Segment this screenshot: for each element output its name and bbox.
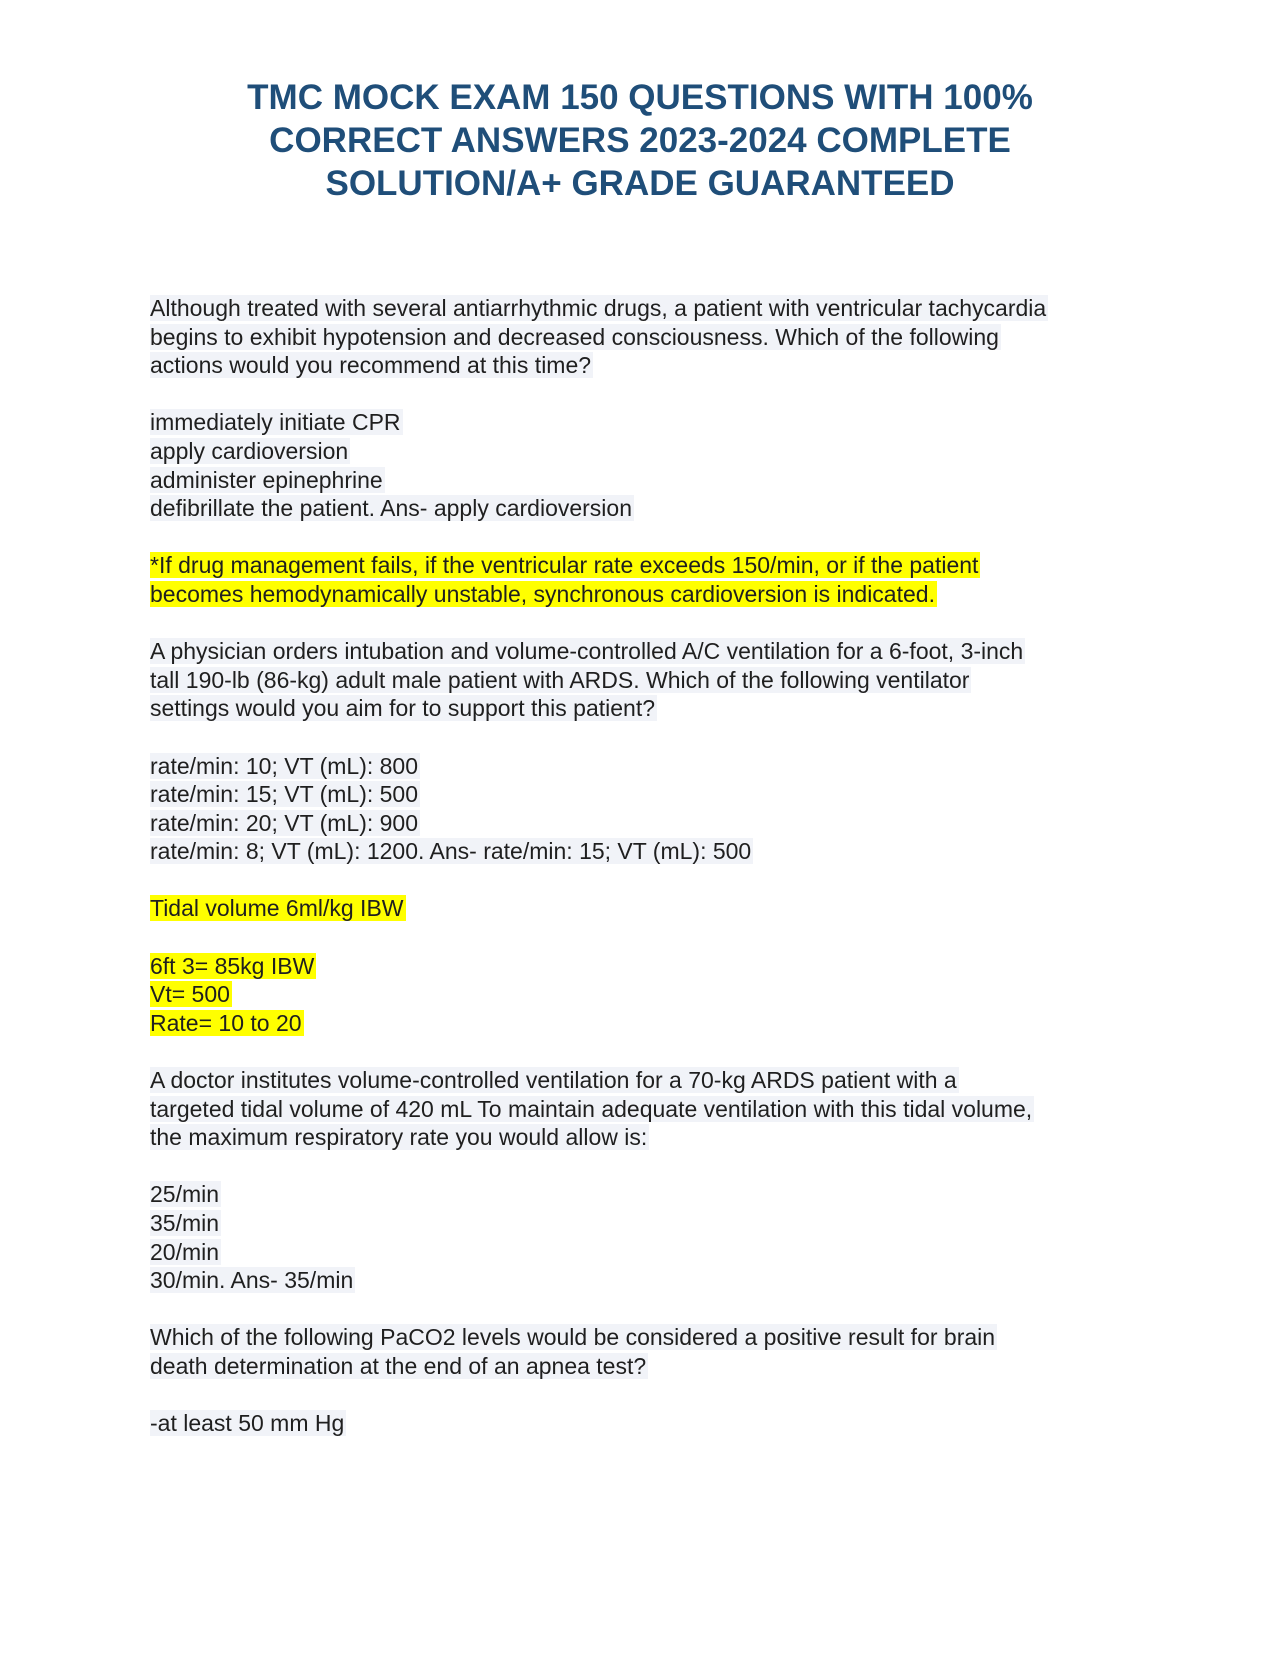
highlighted-note: 6ft 3= 85kg IBW — [150, 952, 315, 979]
question-4 — [150, 1323, 1150, 1437]
title-line: SOLUTION/A+ GRADE GUARANTEED — [325, 164, 955, 203]
question-text: targeted tidal volume of 420 mL To maintain adequate ventilation with this tidal volume, — [150, 1095, 1033, 1122]
highlighted-note: becomes hemodynamically unstable, synchronous cardioversion is indicated. — [150, 580, 935, 607]
answer-option: immediately initiate CPR — [150, 409, 401, 436]
document-body — [150, 294, 1150, 1438]
highlighted-note: Tidal volume 6ml/kg IBW — [150, 895, 404, 922]
question-text: the maximum respiratory rate you would allow is: — [150, 1124, 648, 1151]
answer-option: rate/min: 15; VT (mL): 500 — [150, 781, 419, 808]
question-1 — [150, 294, 1150, 637]
answer-option: 30/min. Ans- 35/min — [150, 1267, 354, 1294]
answer-option: apply cardioversion — [150, 437, 349, 464]
answer-option: 20/min — [150, 1238, 220, 1265]
question-text: settings would you aim for to support this patient? — [150, 695, 656, 722]
question-text: death determination at the end of an apnea test? — [150, 1352, 647, 1379]
highlighted-note: *If drug management fails, if the ventricular rate exceeds 150/min, or if the patient — [150, 552, 979, 579]
question-text: A physician orders intubation and volume-controlled A/C ventilation for a 6-foot, 3-inch — [150, 638, 1024, 665]
answer-option: -at least 50 mm Hg — [150, 1410, 345, 1437]
title-line: TMC MOCK EXAM 150 QUESTIONS WITH 100% — [247, 78, 1033, 117]
answer-option: rate/min: 10; VT (mL): 800 — [150, 752, 419, 779]
question-text: Which of the following PaCO2 levels would be considered a positive result for brain — [150, 1324, 996, 1351]
answer-option: 25/min — [150, 1181, 220, 1208]
answer-option: administer epinephrine — [150, 466, 383, 493]
question-2 — [150, 637, 1150, 1066]
question-text: actions would you recommend at this time? — [150, 352, 592, 379]
question-text: A doctor institutes volume-controlled ventilation for a 70-kg ARDS patient with a — [150, 1067, 957, 1094]
question-text: Although treated with several antiarrhythmic drugs, a patient with ventricular tachycardia — [150, 295, 1047, 321]
question-text: begins to exhibit hypotension and decreased consciousness. Which of the following — [150, 323, 999, 350]
question-text: tall 190-lb (86-kg) adult male patient with ARDS. Which of the following ventilator — [150, 666, 970, 693]
highlighted-note: Vt= 500 — [150, 981, 230, 1008]
highlighted-note: Rate= 10 to 20 — [150, 1009, 302, 1036]
document-title — [150, 76, 1130, 205]
answer-option: rate/min: 8; VT (mL): 1200. Ans- rate/min: 15; VT (mL): 500 — [150, 838, 752, 865]
answer-option: rate/min: 20; VT (mL): 900 — [150, 809, 419, 836]
question-3 — [150, 1066, 1150, 1323]
answer-option: 35/min — [150, 1210, 220, 1236]
answer-option: defibrillate the patient. Ans- apply cardioversion — [150, 495, 633, 522]
title-line: CORRECT ANSWERS 2023-2024 COMPLETE — [269, 121, 1011, 160]
